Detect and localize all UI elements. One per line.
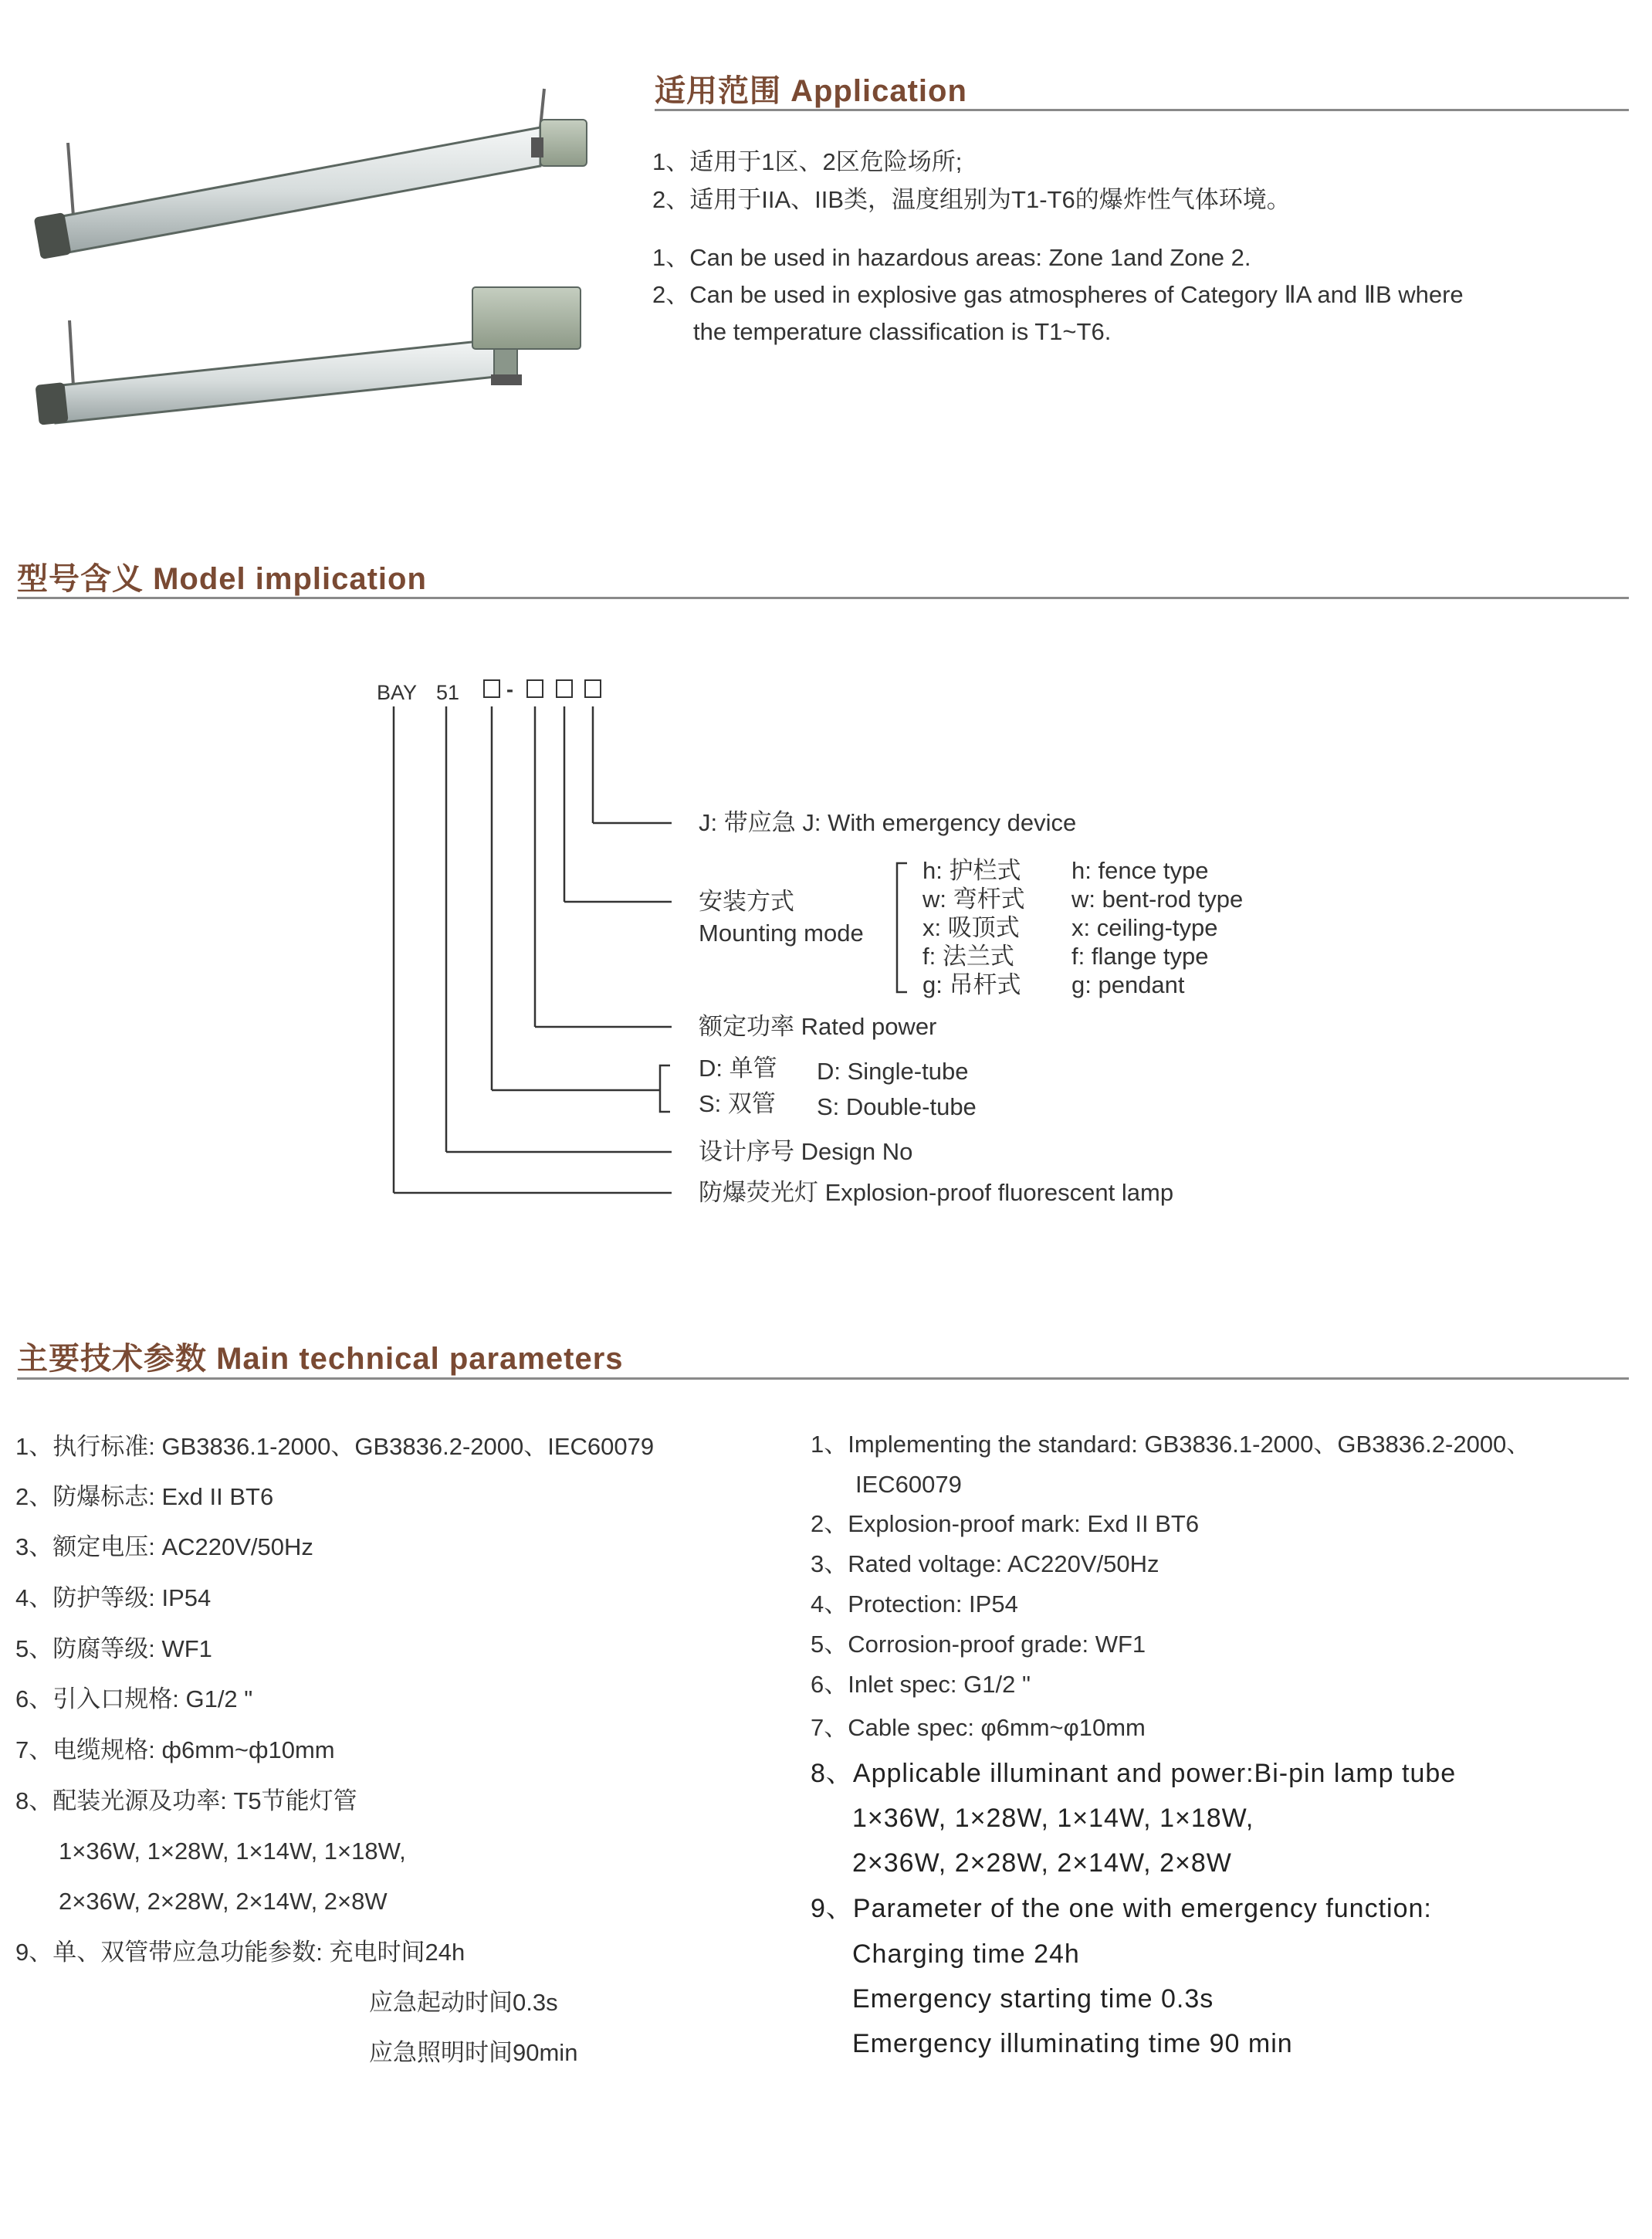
params-en-item-7: 7、Cable spec: φ6mm~φ10mm bbox=[811, 1714, 1146, 1741]
params-cn-item-8-line-2: 1×36W, 1×28W, 1×14W, 1×18W, bbox=[59, 1838, 406, 1865]
params-cn-item-9: 9、单、双管带应急功能参数: 充电时间24h bbox=[15, 1939, 465, 1966]
mounting-option-en-x: x: ceiling-type bbox=[1071, 914, 1218, 941]
params-en-item-8: 8、Applicable illuminant and power:Bi-pin lamp tube bbox=[811, 1759, 1457, 1788]
model-code-number: 51 bbox=[436, 681, 460, 704]
mounting-option-en-h: h: fence type bbox=[1071, 857, 1209, 884]
mounting-option-en-f: f: flange type bbox=[1071, 943, 1209, 970]
mounting-option-cn-h: h: 护栏式 bbox=[922, 857, 1021, 884]
params-cn-item-7: 7、电缆规格: ф6mm~ф10mm bbox=[15, 1736, 335, 1763]
mounting-option-cn-w: w: 弯杆式 bbox=[922, 886, 1025, 913]
params-cn-item-4: 4、防护等级: IP54 bbox=[15, 1584, 212, 1611]
model-rated-power-label: 额定功率 Rated power bbox=[699, 1013, 937, 1040]
mounting-option-cn-g: g: 吊杆式 bbox=[922, 971, 1021, 998]
model-lamp-label: 防爆荧光灯 Explosion-proof fluorescent lamp bbox=[699, 1179, 1174, 1206]
model-code-slot-power bbox=[526, 679, 543, 698]
params-heading: 主要技术参数 Main technical parameters bbox=[17, 1342, 624, 1376]
model-heading: 型号含义 Model implication bbox=[17, 562, 427, 596]
application-en-item-2: 2、Can be used in explosive gas atmospheres of Category ⅡA and ⅡB where bbox=[652, 281, 1464, 308]
application-en-item-1: 1、Can be used in hazardous areas: Zone 1and Zone 2. bbox=[652, 244, 1251, 271]
mounting-option-cn-x: x: 吸顶式 bbox=[922, 914, 1020, 941]
params-en-item-9-line-3: Emergency starting time 0.3s bbox=[852, 1984, 1214, 2014]
params-cn-item-9-line-3: 应急照明时间90min bbox=[369, 2039, 578, 2066]
model-divider bbox=[17, 597, 1629, 599]
params-en-item-9-line-4: Emergency illuminating time 90 min bbox=[852, 2029, 1293, 2058]
params-en-item-4: 4、Protection: IP54 bbox=[811, 1590, 1018, 1617]
params-en-item-8-line-2: 1×36W, 1×28W, 1×14W, 1×18W, bbox=[852, 1804, 1254, 1833]
application-heading: 适用范围 Application bbox=[655, 74, 967, 108]
params-cn-item-6: 6、引入口规格: G1/2 " bbox=[15, 1685, 253, 1712]
application-cn-item-2: 2、适用于IIA、IIB类，温度组别为T1-T6的爆炸性气体环境。 bbox=[652, 186, 1291, 213]
params-en-item-3: 3、Rated voltage: AC220V/50Hz bbox=[811, 1550, 1159, 1577]
params-divider bbox=[17, 1377, 1629, 1380]
tube-double-en: S: Double-tube bbox=[817, 1093, 977, 1120]
params-cn-item-5: 5、防腐等级: WF1 bbox=[15, 1635, 212, 1662]
params-en-item-8-line-3: 2×36W, 2×28W, 2×14W, 2×8W bbox=[852, 1848, 1232, 1878]
params-en-item-6: 6、Inlet spec: G1/2 " bbox=[811, 1671, 1031, 1698]
tube-double-cn: S: 双管 bbox=[699, 1090, 776, 1117]
params-en-item-1-cont: IEC60079 bbox=[855, 1471, 962, 1498]
params-en-item-1: 1、Implementing the standard: GB3836.1-2000、GB3836.2-2000、 bbox=[811, 1431, 1531, 1458]
mounting-option-cn-f: f: 法兰式 bbox=[922, 943, 1014, 970]
tube-single-en: D: Single-tube bbox=[817, 1058, 969, 1085]
tube-single-cn: D: 单管 bbox=[699, 1055, 777, 1082]
params-en-item-9-line-2: Charging time 24h bbox=[852, 1939, 1080, 1969]
application-en-item-2-cont: the temperature classification is T1~T6. bbox=[693, 318, 1112, 345]
params-en-item-2: 2、Explosion-proof mark: Exd II BT6 bbox=[811, 1510, 1200, 1537]
model-code-slot-emergency bbox=[584, 679, 601, 698]
lamp-image-top bbox=[34, 89, 587, 259]
params-cn-item-1: 1、执行标准: GB3836.1-2000、GB3836.2-2000、IEC60079 bbox=[15, 1433, 655, 1460]
params-en-item-9: 9、Parameter of the one with emergency function: bbox=[811, 1894, 1432, 1923]
mounting-option-en-g: g: pendant bbox=[1071, 971, 1185, 998]
lamp-image-bottom bbox=[35, 287, 581, 425]
model-code-slot-tube bbox=[483, 679, 500, 698]
params-cn-item-2: 2、防爆标志: Exd II BT6 bbox=[15, 1483, 274, 1510]
mounting-label-cn: 安装方式 bbox=[699, 888, 794, 915]
mounting-option-en-w: w: bent-rod type bbox=[1071, 886, 1244, 913]
application-cn-item-1: 1、适用于1区、2区危险场所; bbox=[652, 148, 963, 175]
model-code-dash: - bbox=[506, 678, 513, 701]
mounting-label-en: Mounting mode bbox=[699, 920, 864, 947]
model-design-no-label: 设计序号 Design No bbox=[699, 1138, 913, 1165]
model-code-slot-mount bbox=[556, 679, 573, 698]
application-divider bbox=[655, 109, 1629, 111]
model-emergency-label: J: 带应急 J: With emergency device bbox=[699, 809, 1077, 836]
params-cn-item-8: 8、配装光源及功率: T5节能灯管 bbox=[15, 1787, 357, 1814]
params-cn-item-9-line-2: 应急起动时间0.3s bbox=[369, 1989, 558, 2016]
params-cn-item-3: 3、额定电压: AC220V/50Hz bbox=[15, 1533, 313, 1560]
params-cn-item-8-line-3: 2×36W, 2×28W, 2×14W, 2×8W bbox=[59, 1888, 388, 1915]
params-en-item-5: 5、Corrosion-proof grade: WF1 bbox=[811, 1631, 1146, 1658]
model-code-prefix: BAY bbox=[377, 681, 418, 704]
